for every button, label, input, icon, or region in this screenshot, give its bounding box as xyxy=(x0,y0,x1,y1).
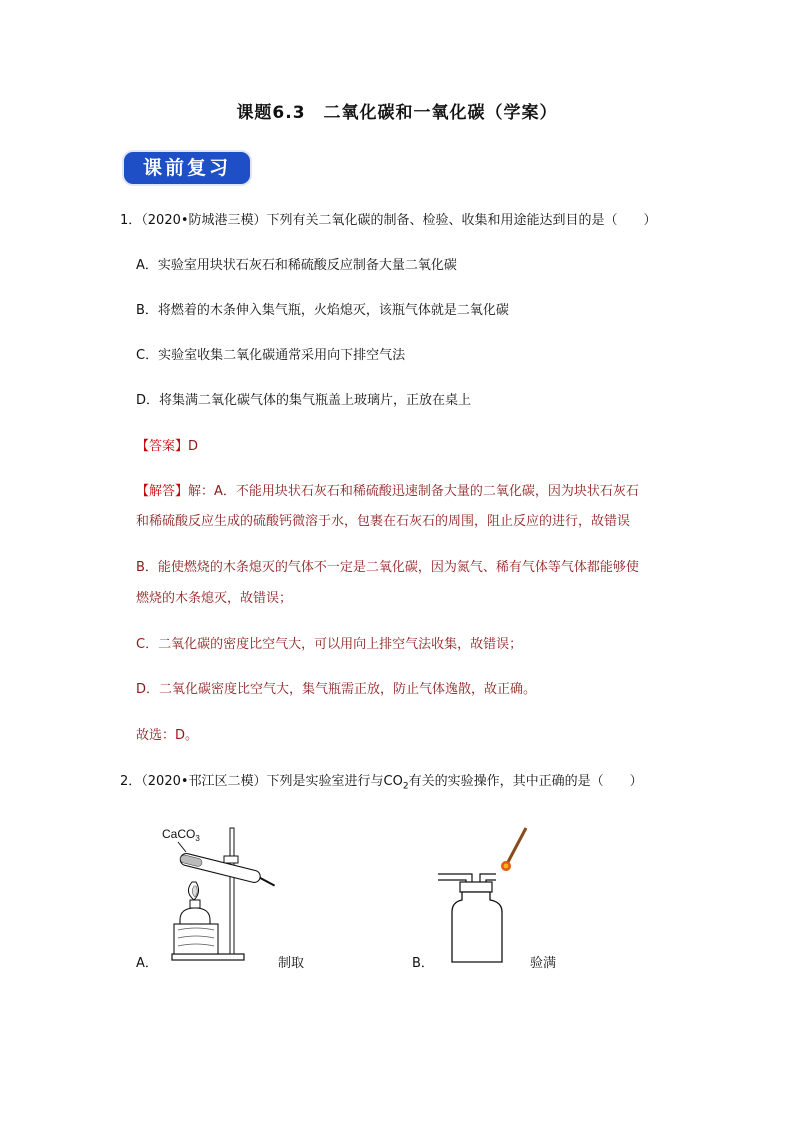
answer-label: 【答案】 xyxy=(136,439,189,454)
figure-b-gas-bottle xyxy=(430,820,540,965)
q1-option-b: B．将燃着的木条伸入集气瓶，火焰熄灭，该瓶气体就是二氧化碳 xyxy=(136,303,509,318)
figure-a-reagent: CaCO$_3$ xyxy=(162,827,200,843)
q1-choice: 故选：D。 xyxy=(136,728,199,743)
q2-formula: CO xyxy=(383,774,403,789)
q1-option-d: D．将集满二氧化碳气体的集气瓶盖上玻璃片，正放在桌上 xyxy=(136,393,472,408)
q2-option-a-caption: 制取 xyxy=(278,956,305,971)
analysis-text: 解：A．不能用块状石灰石和稀硫酸迅速制备大量的二氧化碳，因为块状石灰石 xyxy=(188,484,639,499)
q1-analysis-line-5: C．二氧化碳的密度比空气大，可以用向上排空气法收集，故错误； xyxy=(136,637,523,652)
q2-stem-before: 2．（2020•邗江区二模）下列是实验室进行与 xyxy=(120,774,384,789)
q1-option-a: A．实验室用块状石灰石和稀硫酸反应制备大量二氧化碳 xyxy=(136,258,457,273)
q1-analysis-line-4: 燃烧的木条熄灭，故错误； xyxy=(136,591,293,606)
analysis-label: 【解答】 xyxy=(136,484,189,499)
q2-formula-sub: 2 xyxy=(402,781,409,792)
q1-analysis-line-6: D．二氧化碳密度比空气大，集气瓶需正放，防止气体逸散，故正确。 xyxy=(136,682,537,697)
q2-stem-after: 有关的实验操作，其中正确的是（ ） xyxy=(408,774,643,789)
q1-analysis-line-1 xyxy=(136,481,639,503)
q2-option-a-letter: A． xyxy=(136,956,158,971)
page-title: 课题6.3 二氧化碳和一氧化碳（学案） xyxy=(236,103,558,123)
q2-option-b-caption: 验满 xyxy=(530,956,557,971)
question-1-stem: 1．（2020•防城港三模）下列有关二氧化碳的制备、检验、收集和用途能达到目的是（ ） xyxy=(120,213,657,228)
q2-option-b-letter: B． xyxy=(412,956,434,971)
q1-answer xyxy=(136,436,198,458)
q1-option-c: C．实验室收集二氧化碳通常采用向下排空气法 xyxy=(136,348,406,363)
section-badge: 课前复习 xyxy=(124,152,250,184)
q1-analysis-line-3: B．能使燃烧的木条熄灭的气体不一定是二氧化碳，因为氮气、稀有气体等气体都能够使 xyxy=(136,560,639,575)
answer-value: D xyxy=(188,439,199,454)
q1-analysis-line-2: 和稀硫酸反应生成的硫酸钙微溶于水，包裹在石灰石的周围，阻止反应的进行，故错误 xyxy=(136,514,631,529)
figure-a-heating-apparatus xyxy=(150,820,290,970)
question-2-stem xyxy=(120,771,643,798)
match-stick xyxy=(508,828,526,862)
